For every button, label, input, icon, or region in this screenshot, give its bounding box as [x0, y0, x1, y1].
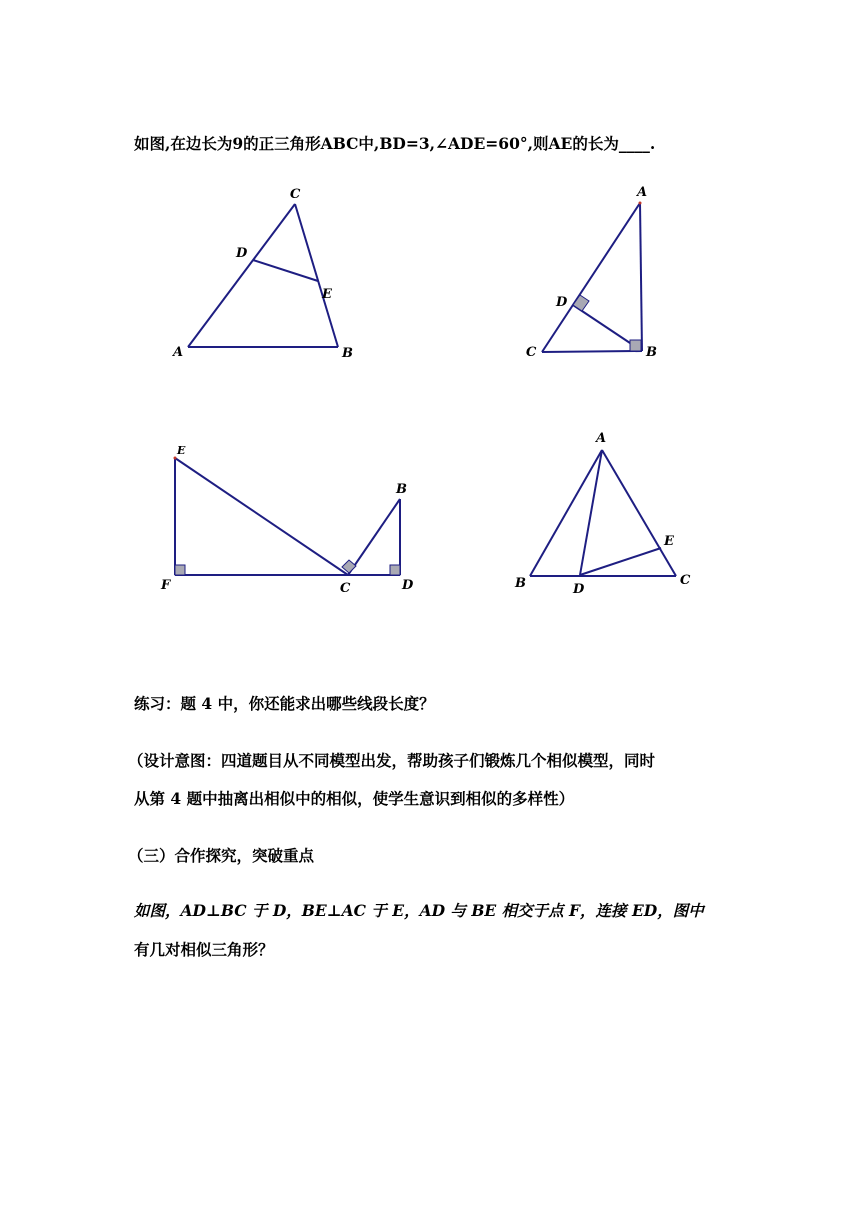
figure-4-svg [510, 425, 710, 600]
right-angle-mark-f [175, 565, 185, 575]
right-angle-mark-c [342, 560, 356, 573]
label-d: D [402, 578, 414, 593]
section-3-heading: （三）合作探究，突破重点 [128, 846, 315, 865]
label-d: D [573, 582, 585, 597]
label-b: B [396, 482, 407, 497]
segment-ca [542, 203, 640, 352]
right-angle-mark-d [390, 565, 400, 575]
label-b: B [342, 346, 353, 361]
design-note-line-2: 从第 4 题中抽离出相似中的相似，使学生意识到相似的多样性） [134, 789, 575, 808]
final-problem-line-2: 有几对相似三角形？ [134, 940, 274, 959]
right-angle-mark-d [573, 295, 589, 311]
label-b: B [646, 345, 657, 360]
segment-ac [602, 450, 676, 576]
design-note-line-1: （设计意图：四道题目从不同模型出发，帮助孩子们锻炼几个相似模型，同时 [128, 751, 656, 770]
label-c: C [290, 187, 301, 202]
label-a: A [637, 185, 648, 200]
label-a: A [173, 345, 184, 360]
label-f: F [161, 578, 171, 593]
segment-ab [640, 203, 642, 351]
segment-de [580, 548, 661, 575]
figure-1-svg [160, 180, 380, 370]
label-c: C [526, 345, 537, 360]
segment-de [253, 260, 318, 281]
final-problem-line-1: 如图，AD⊥BC 于 D，BE⊥AC 于 E，AD 与 BE 相交于点 F，连接 ED，图中 [134, 901, 704, 920]
label-d: D [556, 295, 568, 310]
label-e: E [322, 287, 332, 302]
label-c: C [680, 573, 691, 588]
figure-2-svg [520, 180, 680, 370]
figure-equilateral-ade [510, 425, 710, 600]
figure-right-triangle-altitude [520, 180, 680, 370]
label-d: D [236, 246, 248, 261]
label-a: A [596, 431, 607, 446]
label-e: E [664, 534, 674, 549]
figure-three-right-angles [150, 445, 430, 600]
segment-top-c [175, 458, 348, 575]
segment-cb [542, 351, 642, 352]
segment-cb [348, 499, 400, 575]
point-a [639, 202, 642, 205]
label-top: E [177, 444, 186, 457]
practice-question: 练习：题 4 中，你还能求出哪些线段长度？ [134, 694, 435, 713]
problem-4-text: 如图,在边长为9的正三角形ABC中,BD=3,∠ADE=60°,则AE的长为____. [134, 134, 656, 153]
segment-ac [188, 204, 295, 347]
label-c: C [340, 581, 351, 596]
figure-3-svg [150, 445, 430, 600]
problem-4-statement [134, 132, 655, 154]
figure-triangle-ade [160, 180, 380, 370]
right-angle-mark-b [630, 340, 641, 351]
label-b: B [515, 576, 526, 591]
